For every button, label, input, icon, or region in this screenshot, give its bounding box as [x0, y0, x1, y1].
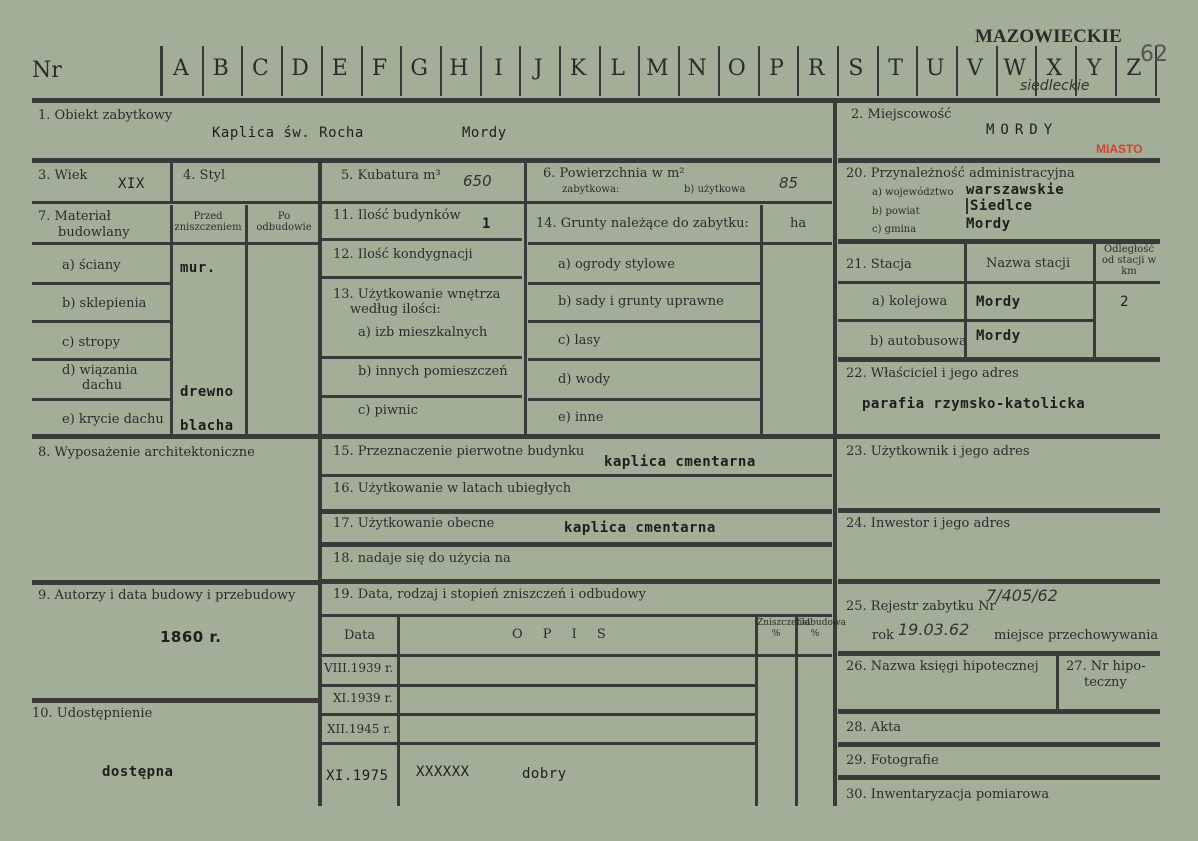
f25-place: miejsce przechowywania: [994, 628, 1159, 643]
f15-label: 15. Przeznaczenie pierwotne budynku: [333, 444, 585, 459]
row-rule: [322, 395, 522, 398]
row-rule: [838, 579, 1160, 584]
index-letter-t: T: [888, 56, 903, 81]
f13-c: c) piwnic: [358, 403, 418, 418]
row-rule: [322, 238, 522, 241]
letter-separator: [916, 46, 918, 96]
row-rule: [322, 356, 522, 359]
f13-b: b) innych pomieszczeń: [358, 364, 508, 379]
f21-b: b) autobusowa: [870, 334, 967, 349]
header-rule: [32, 98, 1160, 103]
f15-value: kaplica cmentarna: [604, 454, 756, 470]
row-rule: [32, 398, 172, 401]
f14-d: d) wody: [558, 372, 611, 387]
index-letter-c: C: [251, 56, 269, 81]
row-rule: [32, 580, 318, 585]
index-letter-f: F: [371, 56, 388, 81]
f9-value: 1860 r.: [160, 628, 222, 646]
row-rule: [838, 319, 1094, 322]
divider: [1093, 243, 1096, 357]
letter-separator: [1115, 46, 1117, 96]
row-rule: [32, 320, 172, 323]
index-letter-b: B: [212, 56, 229, 81]
row-rule: [322, 509, 832, 514]
f21-a-km: 2: [1120, 294, 1129, 310]
f4-label: 4. Styl: [183, 168, 226, 183]
row-rule: [32, 158, 832, 163]
f20-a-value: warszawskie: [966, 182, 1065, 198]
row-rule: [32, 358, 172, 361]
f7-b: b) sklepienia: [62, 296, 147, 311]
index-letter-a: A: [173, 56, 189, 81]
f13-label1: 13. Użytkowanie wnętrza: [333, 287, 501, 302]
f19-r1: VIII.1939 r.: [324, 661, 394, 675]
f20-label: 20. Przynależność administracyjna: [846, 166, 1075, 181]
letter-separator: [160, 46, 163, 96]
f8-label: 8. Wyposażenie architektoniczne: [38, 445, 255, 460]
index-letter-l: L: [610, 56, 625, 81]
f7-label2: budowlany: [58, 225, 130, 240]
f20-a: a) województwo: [872, 187, 954, 198]
row-rule: [32, 201, 832, 204]
index-letter-n: N: [687, 56, 707, 81]
row-rule: [838, 357, 1160, 362]
row-rule: [322, 579, 832, 584]
row-rule: [528, 320, 760, 323]
corner-number: 62: [1140, 42, 1168, 67]
index-letter-z: Z: [1126, 56, 1142, 81]
row-rule: [322, 276, 522, 279]
f7-a-value: mur.: [180, 260, 216, 276]
f19-r4-x: XXXXXX: [416, 764, 470, 780]
row-rule: [32, 242, 318, 245]
index-letter-s: S: [848, 56, 864, 81]
f19-zn: Zniszczenia %: [757, 618, 811, 639]
f7-e-value: blacha: [180, 418, 234, 434]
f13-a: a) izb mieszkalnych: [358, 325, 488, 340]
f16-label: 16. Użytkowanie w latach ubiegłych: [333, 481, 572, 496]
letter-separator: [638, 46, 640, 96]
index-letter-r: R: [807, 56, 825, 81]
divider: [1056, 654, 1059, 710]
letter-separator: [837, 46, 839, 96]
f19-r4: XI.1975: [326, 768, 389, 784]
f20-c: c) gmina: [872, 224, 917, 235]
f6-a: zabytkowa:: [562, 184, 620, 195]
letter-separator: [758, 46, 760, 96]
f25-rok: rok: [872, 628, 894, 643]
letter-separator: [480, 46, 482, 96]
f25-label: 25. Rejestr zabytku Nr: [846, 599, 996, 614]
row-rule: [528, 358, 760, 361]
f3-value: XIX: [118, 176, 145, 192]
letter-separator: [956, 46, 958, 96]
f14-b: b) sady i grunty uprawne: [558, 294, 724, 309]
f28-label: 28. Akta: [846, 720, 902, 735]
f14-c: c) lasy: [558, 333, 601, 348]
f7-c: c) stropy: [62, 335, 121, 350]
f7-after: Po odbudowie: [256, 211, 312, 233]
index-letter-g: G: [410, 56, 428, 81]
row-rule: [528, 242, 832, 245]
f19-od: Odbudowa %: [797, 618, 846, 639]
f19-label: 19. Data, rodzaj i stopień zniszczeń i odbudowy: [333, 587, 647, 602]
divider: [755, 616, 758, 806]
f14-label: 14. Grunty należące do zabytku:: [536, 216, 749, 231]
divider: [170, 163, 173, 201]
f10-value: dostępna: [102, 764, 174, 780]
index-letter-p: P: [769, 56, 784, 81]
f2-label: 2. Miejscowość: [851, 107, 952, 122]
index-letter-u: U: [926, 56, 945, 81]
f7-d-value: drewno: [180, 384, 234, 400]
f22-value: parafia rzymsko-katolicka: [862, 396, 1086, 412]
row-rule: [838, 651, 1160, 656]
row-rule: [32, 434, 1160, 439]
f20-c-value: Mordy: [966, 216, 1011, 232]
letter-separator: [400, 46, 402, 96]
f3-label: 3. Wiek: [38, 168, 88, 183]
f7-d2: dachu: [82, 378, 123, 393]
f10-label: 10. Udostępnienie: [32, 706, 153, 721]
f19-r2: XI.1939 r.: [333, 691, 393, 705]
index-letter-d: D: [291, 56, 309, 81]
index-letter-h: H: [449, 56, 469, 81]
f13-label2: według ilości:: [350, 302, 441, 317]
f7-e: e) krycie dachu: [62, 412, 164, 427]
f25-date: 19.03.62: [898, 620, 970, 639]
nr-label: Nr: [32, 58, 62, 83]
letter-separator: [877, 46, 879, 96]
divider: [245, 205, 248, 436]
index-letter-v: V: [967, 56, 983, 81]
f18-label: 18. nadaje się do użycia na: [333, 551, 511, 566]
f23-label: 23. Użytkownik i jego adres: [846, 444, 1030, 459]
row-rule: [322, 713, 756, 716]
letter-separator: [241, 46, 243, 96]
row-rule: [838, 775, 1160, 780]
letter-separator: [281, 46, 283, 96]
f21-b-value: Mordy: [976, 328, 1021, 344]
f6-value: 85: [779, 174, 799, 192]
f21-a: a) kolejowa: [872, 294, 948, 309]
f1-value2: Mordy: [462, 125, 507, 141]
letter-separator: [996, 46, 998, 96]
f1-label: 1. Obiekt zabytkowy: [38, 108, 173, 123]
row-rule: [838, 709, 1160, 714]
f21-name: Nazwa stacji: [986, 256, 1071, 271]
f19-date: Data: [344, 628, 376, 643]
f17-value: kaplica cmentarna: [564, 520, 716, 536]
f6-label: 6. Powierzchnia w m²: [543, 166, 685, 181]
voivodeship-stamp: MAZOWIECKIE: [975, 26, 1122, 47]
row-rule: [322, 542, 832, 547]
f12-label: 12. Ilość kondygnacji: [333, 247, 473, 262]
f17-label: 17. Użytkowanie obecne: [333, 516, 495, 531]
index-letter-w: W: [1003, 56, 1026, 81]
row-rule: [838, 508, 1160, 513]
letter-separator: [718, 46, 720, 96]
divider: [795, 616, 798, 806]
f19-r3: XII.1945 r.: [327, 722, 392, 736]
f5-value: 650: [463, 172, 492, 190]
index-letter-k: K: [569, 56, 587, 81]
f21-a-value: Mordy: [976, 294, 1021, 310]
divider: [318, 163, 322, 806]
f22-label: 22. Właściciel i jego adres: [846, 366, 1019, 381]
divider: [760, 205, 763, 436]
f14-unit: ha: [790, 216, 807, 231]
letter-separator: [519, 46, 521, 96]
row-rule: [528, 282, 760, 285]
f30-label: 30. Inwentaryzacja pomiarowa: [846, 787, 1050, 802]
row-rule: [838, 158, 1160, 163]
row-rule: [322, 654, 832, 657]
index-letter-o: O: [727, 56, 746, 81]
f6-b: b) użytkowa: [684, 184, 746, 195]
handwritten-region: siedleckie: [1020, 78, 1090, 94]
f21-dist: Odległość od stacji w km: [1101, 244, 1157, 277]
f9-label: 9. Autorzy i data budowy i przebudowy: [38, 588, 296, 603]
row-rule: [528, 398, 760, 401]
letter-separator: [678, 46, 680, 96]
row-rule: [322, 474, 832, 477]
f21-label: 21. Stacja: [846, 257, 912, 272]
f7-d1: d) wiązania: [62, 363, 138, 378]
letter-separator: [599, 46, 601, 96]
index-letter-x: X: [1046, 56, 1063, 81]
index-letter-m: M: [646, 56, 669, 81]
index-letter-i: I: [494, 56, 503, 81]
f20-b-value: Siedlce: [966, 198, 1033, 214]
f14-a: a) ogrody stylowe: [558, 257, 675, 272]
divider: [397, 616, 400, 806]
row-rule: [322, 684, 756, 687]
f26-label: 26. Nazwa księgi hipotecznej: [846, 659, 1039, 674]
f2-stamp: MIASTO: [1096, 142, 1143, 156]
letter-separator: [321, 46, 323, 96]
f19-opis: O P I S: [512, 627, 614, 642]
f20-b: b) powiat: [872, 206, 920, 217]
f5-label: 5. Kubatura m³: [341, 168, 441, 183]
f25-hand: 7/405/62: [986, 586, 1058, 605]
row-rule: [32, 698, 318, 703]
f7-a: a) ściany: [62, 258, 121, 273]
divider: [833, 100, 837, 806]
f24-label: 24. Inwestor i jego adres: [846, 516, 1011, 531]
letter-separator: [440, 46, 442, 96]
letter-separator: [361, 46, 363, 96]
row-rule: [32, 282, 172, 285]
f14-e: e) inne: [558, 410, 604, 425]
letter-separator: [559, 46, 561, 96]
row-rule: [322, 742, 756, 745]
f19-r4-value: dobry: [522, 766, 567, 782]
f7-label1: 7. Materiał: [38, 209, 111, 224]
f2-value: MORDY: [986, 122, 1059, 138]
f27-label2: teczny: [1084, 675, 1127, 690]
f11-label: 11. Ilość budynków: [333, 208, 461, 223]
f1-value: Kaplica św. Rocha: [212, 125, 364, 141]
f29-label: 29. Fotografie: [846, 753, 939, 768]
f27-label1: 27. Nr hipo-: [1066, 659, 1146, 674]
f7-before: Przed zniszczeniem: [174, 211, 242, 233]
f11-value: 1: [482, 216, 491, 232]
index-letter-y: Y: [1086, 56, 1102, 81]
index-letter-j: J: [533, 56, 543, 81]
index-letter-e: E: [331, 56, 348, 81]
row-rule: [838, 742, 1160, 747]
letter-separator: [797, 46, 799, 96]
row-rule: [838, 281, 1160, 284]
letter-separator: [202, 46, 204, 96]
